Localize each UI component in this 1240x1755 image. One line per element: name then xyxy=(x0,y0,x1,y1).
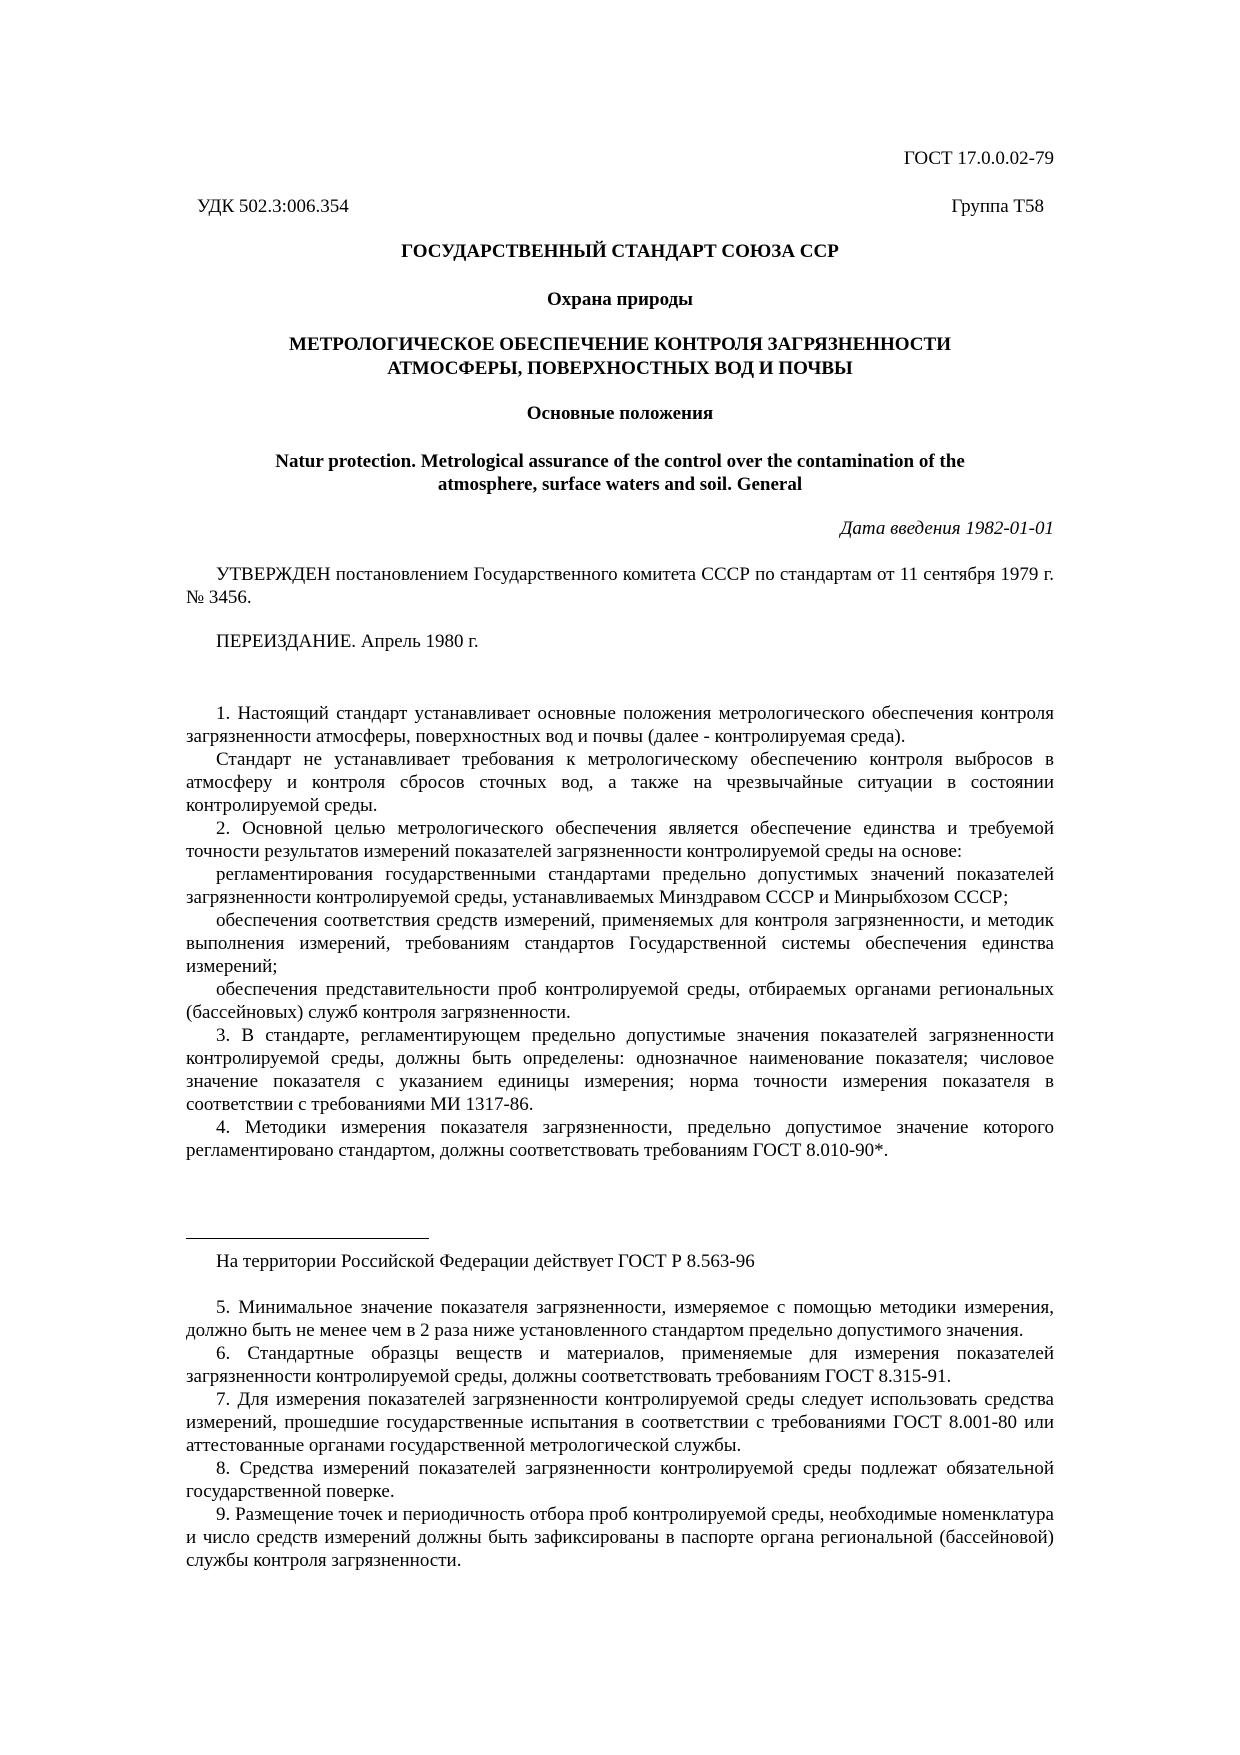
paragraph: 2. Основной целью метрологического обеспечения является обеспечение единства и требуемой точности результатов измерений показателей загрязненности контролируемой среды на основе: xyxy=(186,818,1054,862)
subject-heading: Охрана природы xyxy=(547,289,693,310)
footnote-text: На территории Российской Федерации действует ГОСТ Р 8.563-96 xyxy=(216,1251,755,1272)
reissue-text: ПЕРЕИЗДАНИЕ. Апрель 1980 г. xyxy=(216,631,479,652)
subtitle: Основные положения xyxy=(526,403,714,424)
paragraph: 3. В стандарте, регламентирующем предельно допустимые значения показателей загрязненности контролируемой среды, должны быть определены: однозначное наименование показателя; числовое значение показателя с указанием единицы измерения; норма точности измерения показателя в соответствии с требованиями МИ 1317-86. xyxy=(186,1025,1054,1115)
paragraph: обеспечения представительности проб контролируемой среды, отбираемых органами региональных (бассейновых) служб контроля загрязненности. xyxy=(186,979,1054,1023)
paragraph: 5. Минимальное значение показателя загрязненности, измеряемое с помощью методики измерения, должно быть не менее чем в 2 раза ниже установленного стандартом предельно допустимого значения. xyxy=(186,1297,1054,1341)
english-title-line-2: atmosphere, surface waters and soil. General xyxy=(437,474,803,495)
english-title xyxy=(186,450,1054,496)
gost-code: ГОСТ 17.0.0.02-79 xyxy=(903,148,1054,169)
footnote-divider xyxy=(186,1238,429,1239)
group-code: Группа Т58 xyxy=(951,196,1044,217)
main-title-line-2: АТМОСФЕРЫ, ПОВЕРХНОСТНЫХ ВОД И ПОЧВЫ xyxy=(387,358,853,379)
udk-code: УДК 502.3:006.354 xyxy=(197,196,349,217)
paragraph: 7. Для измерения показателей загрязненности контролируемой среды следует использовать средства измерений, прошедшие государственные испытания в соответствии с требованиями ГОСТ 8.001-80 или аттестованные органами государственной метрологической службы. xyxy=(186,1389,1054,1456)
state-standard-heading: ГОСУДАРСТВЕННЫЙ СТАНДАРТ СОЮЗА ССР xyxy=(401,241,839,262)
approval-block xyxy=(186,563,1054,609)
paragraph: 6. Стандартные образцы веществ и материалов, применяемые для измерения показателей загрязненности контролируемой среды, должны соответствовать требованиям ГОСТ 8.315-91. xyxy=(186,1343,1054,1387)
paragraph: 4. Методики измерения показателя загрязненности, предельно допустимое значение которого регламентировано стандартом, должны соответствовать требованиям ГОСТ 8.010-90*. xyxy=(186,1117,1054,1161)
paragraph: обеспечения соответствия средств измерений, применяемых для контроля загрязненности, и методик выполнения измерений, требованиям стандартов Государственной системы обеспечения единства измерений; xyxy=(186,910,1054,977)
reissue-block xyxy=(186,630,1054,653)
english-title-line-1: Natur protection. Metrological assurance of the control over the contamination of the xyxy=(275,451,965,472)
paragraph: 9. Размещение точек и периодичность отбора проб контролируемой среды, необходимые номенклатура и число средств измерений должны быть зафиксированы в паспорте органа региональной (бассейновой) службы контроля загрязненности. xyxy=(186,1504,1054,1571)
paragraph: Стандарт не устанавливает требования к метрологическому обеспечению контроля выбросов в атмосферу и контроля сбросов сточных вод, а также на чрезвычайные ситуации в состоянии контролируемой среды. xyxy=(186,749,1054,816)
approval-text: УТВЕРЖДЕН постановлением Государственного комитета СССР по стандартам от 11 сентября 1979 г. № 3456. xyxy=(186,564,1054,608)
paragraph: регламентирования государственными стандартами предельно допустимых значений показателей загрязненности контролируемой среды, устанавливаемых Минздравом СССР и Минрыбхозом СССР; xyxy=(186,864,1054,908)
footnote-block xyxy=(186,1250,1054,1273)
body-section-top xyxy=(186,702,1054,1162)
main-title-line-1: МЕТРОЛОГИЧЕСКОЕ ОБЕСПЕЧЕНИЕ КОНТРОЛЯ ЗАГРЯЗНЕННОСТИ xyxy=(289,334,951,355)
paragraph: 1. Настоящий стандарт устанавливает основные положения метрологического обеспечения контроля загрязненности атмосферы, поверхностных вод и почвы (далее - контролируемая среда). xyxy=(186,703,1054,747)
main-title xyxy=(186,333,1054,381)
paragraph: 8. Средства измерений показателей загрязненности контролируемой среды подлежат обязательной государственной поверке. xyxy=(186,1458,1054,1502)
introduction-date: Дата введения 1982-01-01 xyxy=(840,518,1054,539)
body-section-bottom xyxy=(186,1296,1054,1572)
